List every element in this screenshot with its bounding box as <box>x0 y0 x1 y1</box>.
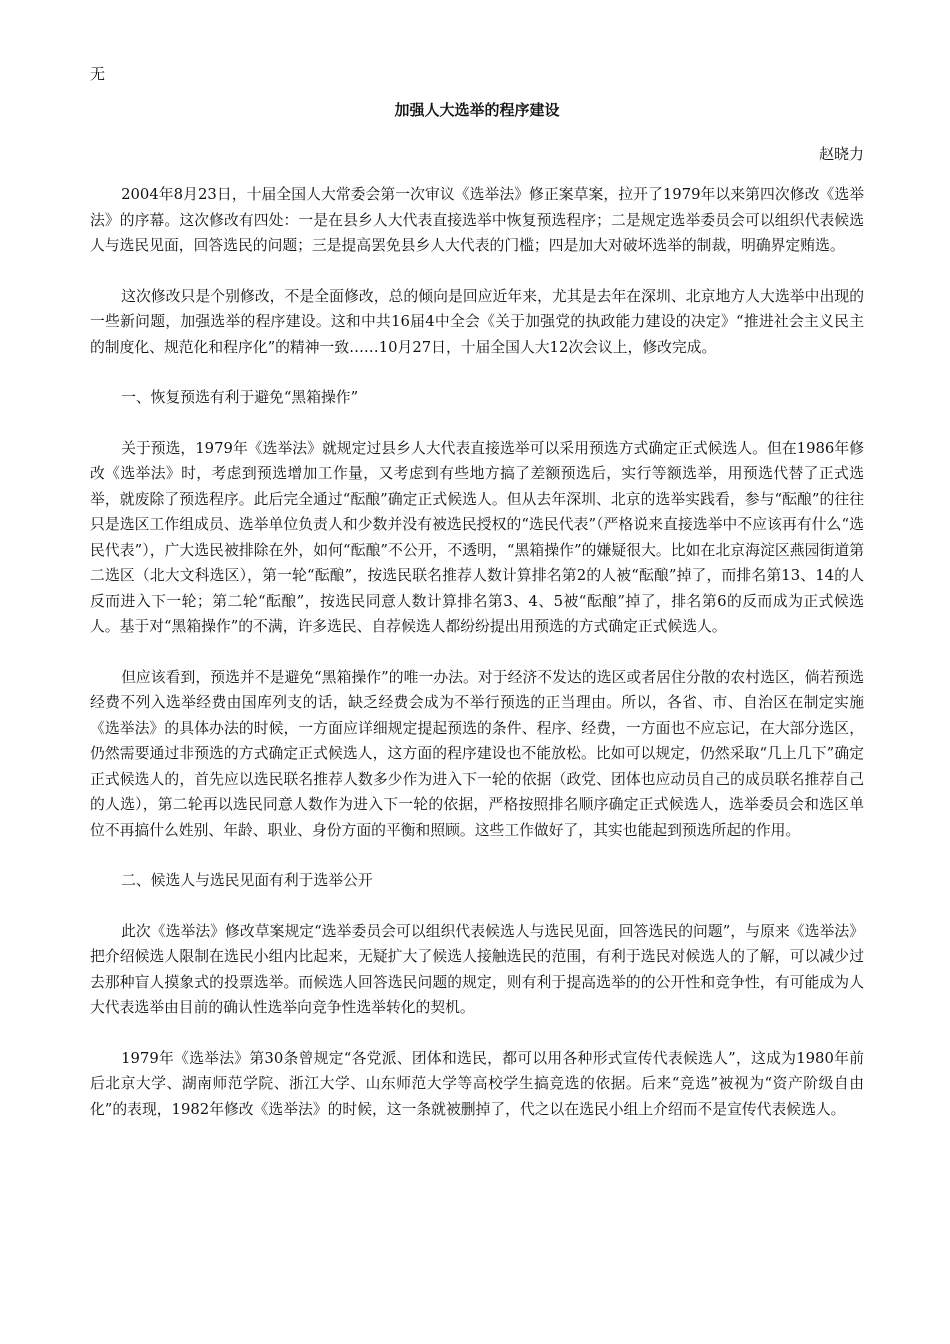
article-title: 加强人大选举的程序建设 <box>394 101 560 119</box>
paragraph-preelection-history: 关于预选，1979年《选举法》就规定过县乡人大代表直接选举可以采用预选方式确定正式候选人。但在1986年修改《选举法》时，考虑到预选增加工作量，又考虑到有些地方搞了差额预选后，实行等额选举，用预选代替了正式选举，就废除了预选程序。此后完全通过“酝酿”确定正式候选人。但从去年深圳、北京的选举实践看，参与“酝酿”的往往只是选区工作组成员、选举单位负责人和少数并没有被选民授权的“选民代表”（严格说来直接选举中不应该再有什么“选民代表”），广大选民被排除在外，如何“酝酿”不公开，不透明，“黑箱操作”的嫌疑很大。比如在北京海淀区燕园街道第二选区（北大文科选区），第一轮“酝酿”，按选民联名推荐人数计算排名第2的人被“酝酿”掉了，而排名第13、14的人反而进入下一轮；第二轮“酝酿”，按选民同意人数计算排名第3、4、5被“酝酿”掉了，排名第6的反而成为正式候选人。基于对“黑箱操作”的不满，许多选民、自荐候选人都纷纷提出用预选的方式确定正式候选人。 <box>90 439 864 635</box>
section-heading-2: 二、候选人与选民见面有利于选举公开 <box>121 872 373 889</box>
paragraph-scope: 这次修改只是个别修改，不是全面修改，总的倾向是回应近年来，尤其是去年在深圳、北京地方人大选举中出现的一些新问题，加强选举的程序建设。这和中共16届4中全会《关于加强党的执政能力建设的决定》“推进社会主义民主的制度化、规范化和程序化”的精神一致……10月27日，十届全国人大12次会议上，修改完成。 <box>90 287 864 356</box>
paragraph-preelection-limits: 但应该看到，预选并不是避免“黑箱操作”的唯一办法。对于经济不发达的选区或者居住分散的农村选区，倘若预选经费不列入选举经费由国库列支的话，缺乏经费会成为不举行预选的正当理由。所以，各省、市、自治区在制定实施《选举法》的具体办法的时候，一方面应详细规定提起预选的条件、程序、经费，一方面也不应忘记，在大部分选区，仍然需要通过非预选的方式确定正式候选人，这方面的程序建设也不能放松。比如可以规定，仍然采取“几上几下”确定正式候选人的，首先应以选民联名推荐人数多少作为进入下一轮的依据（政党、团体也应动员自己的成员联名推荐自己的人选），第二轮再以选民同意人数作为进入下一轮的依据，严格按照排名顺序确定正式候选人，选举委员会和选区单位不再搞什么姓别、年龄、职业、身份方面的平衡和照顾。这些工作做好了，其实也能起到预选所起的作用。 <box>90 668 864 839</box>
paragraph-candidate-meeting: 此次《选举法》修改草案规定“选举委员会可以组织代表候选人与选民见面，回答选民的问题”，与原来《选举法》把介绍候选人限制在选民小组内比起来，无疑扩大了候选人接触选民的范围，有利于选民对候选人的了解，可以减少过去那种盲人摸象式的投票选举。而候选人回答选民问题的规定，则有利于提高选举的的公开性和竞争性，有可能成为人大代表选举由目前的确认性选举向竞争性选举转化的契机。 <box>90 922 864 1016</box>
paragraph-1979-article30: 1979年《选举法》第30条曾规定“各党派、团体和选民，都可以用各种形式宣传代表候选人”，这成为1980年前后北京大学、湖南师范学院、浙江大学、山东师范大学等高校学生搞竞选的依据。后来“竞选”被视为“资产阶级自由化”的表现，1982年修改《选举法》的时候，这一条就被删掉了，代之以在选民小组上介绍而不是宣传代表候选人。 <box>90 1049 864 1118</box>
corner-mark: 无 <box>90 65 106 83</box>
article-author: 赵晓力 <box>818 145 864 163</box>
paragraph-intro: 2004年8月23日，十届全国人大常委会第一次审议《选举法》修正案草案，拉开了1979年以来第四次修改《选举法》的序幕。这次修改有四处：一是在县乡人大代表直接选举中恢复预选程序；二是规定选举委员会可以组织代表候选人与选民见面，回答选民的问题；三是提高罢免县乡人大代表的门槛；四是加大对破坏选举的制裁，明确界定贿选。 <box>90 186 864 254</box>
section-heading-1: 一、恢复预选有利于避免“黑箱操作” <box>121 389 359 406</box>
document-page <box>90 62 864 1147</box>
